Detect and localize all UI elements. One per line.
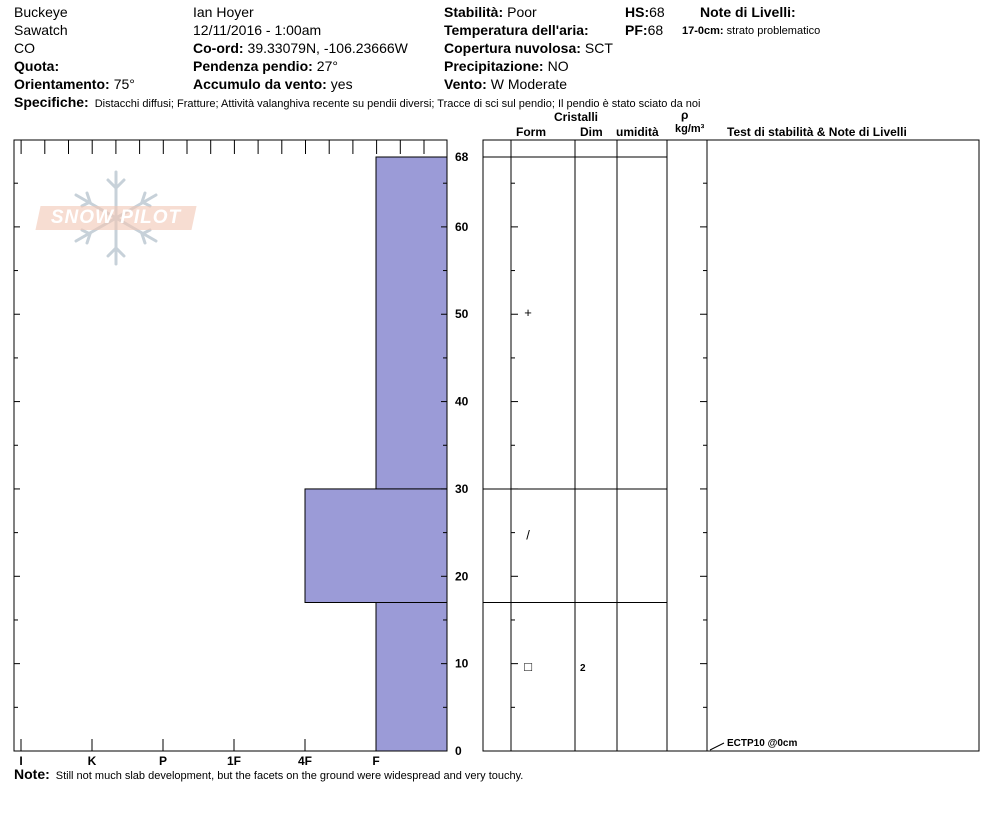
crystal-form-symbol: + <box>524 304 532 320</box>
mountain-range: Sawatch <box>14 22 68 38</box>
note <box>14 766 523 784</box>
specifics-label: Specifiche: <box>14 94 89 110</box>
hardness-bar-0 <box>376 157 447 489</box>
location: Buckeye <box>14 4 68 20</box>
depth-label: 68 <box>455 150 469 164</box>
rho-header: ρ <box>681 108 689 122</box>
stability-tests-header: Test di stabilità & Note di Livelli <box>727 125 907 139</box>
datetime: 12/11/2016 - 1:00am <box>193 22 322 38</box>
crystal-form-symbol: / <box>526 527 530 543</box>
form-header: Form <box>516 125 546 139</box>
pf-value: 68 <box>647 22 664 38</box>
hardness-label: F <box>372 754 380 768</box>
aspect-label: Orientamento: <box>14 76 110 92</box>
wind-loading-value: yes <box>330 76 353 92</box>
note-text: Still not much slab development, but the facets on the ground were widespread and very touchy. <box>55 770 524 782</box>
hardness-label: 1F <box>226 754 242 768</box>
logo-text: SNOW PILOT <box>50 207 182 228</box>
coord-value: 39.33079N, -106.23666W <box>247 40 408 56</box>
air-temp-label: Temperatura dell'aria: <box>444 22 589 38</box>
size-header: Dim <box>580 125 603 139</box>
precip-label: Precipitazione: <box>444 58 544 74</box>
elevation-label: Quota: <box>14 58 60 74</box>
layer-table <box>483 140 979 751</box>
observer: Ian Hoyer <box>193 4 254 20</box>
stability-test-label: ECTP10 @0cm <box>727 738 798 749</box>
wind-loading-label: Accumulo da vento: <box>193 76 327 92</box>
state: CO <box>14 40 35 56</box>
hs-value: 68 <box>649 4 665 20</box>
crystal-size: 2 <box>580 662 586 674</box>
sky-label: Copertura nuvolosa: <box>444 40 581 56</box>
hardness-plot <box>14 140 469 768</box>
layer-note-depth: 17-0cm: <box>682 25 724 37</box>
depth-label: 60 <box>455 219 469 234</box>
crystal-form-symbol: □ <box>524 658 532 674</box>
layer-notes-label: Note di Livelli: <box>700 4 796 20</box>
aspect-value: 75° <box>113 76 135 92</box>
hardness-bar-1 <box>305 489 447 603</box>
hardness-label: 4F <box>297 754 313 768</box>
specifics-value: Distacchi diffusi; Fratture; Attività valanghiva recente su pendii diversi; Tracce di sci sul pendio; Il pendio è stato sciato da noi <box>94 98 701 110</box>
layer-note-text: strato problematico <box>726 25 821 37</box>
slope-value: 27° <box>316 58 338 74</box>
layer-table-frame <box>483 140 979 751</box>
depth-label: 40 <box>455 394 469 409</box>
precip-value: NO <box>547 58 569 74</box>
depth-label: 50 <box>455 307 469 322</box>
hardness-label: K <box>87 754 97 768</box>
hs-label: HS: <box>625 4 650 20</box>
note-label: Note: <box>14 766 50 782</box>
density-header: kg/m³ <box>675 123 705 135</box>
depth-label: 30 <box>455 481 469 496</box>
stability-label: Stabilità: <box>444 4 504 20</box>
wind-label: Vento: <box>444 76 487 92</box>
sky-value: SCT <box>584 40 613 56</box>
slope-label: Pendenza pendio: <box>193 58 313 74</box>
depth-label: 20 <box>455 569 469 584</box>
hardness-label: P <box>158 754 168 768</box>
depth-label: 10 <box>455 656 469 671</box>
pf-label: PF: <box>625 22 648 38</box>
hardness-bar-2 <box>376 603 447 752</box>
hardness-label: I <box>19 754 23 768</box>
crystals-header: Cristalli <box>554 110 599 124</box>
test-pointer <box>710 743 724 750</box>
depth-label: 0 <box>455 744 462 758</box>
stability-value: Poor <box>507 4 537 20</box>
coord-label: Co-ord: <box>193 40 244 56</box>
wind-value: W Moderate <box>490 76 568 92</box>
moisture-header: umidità <box>616 125 659 139</box>
